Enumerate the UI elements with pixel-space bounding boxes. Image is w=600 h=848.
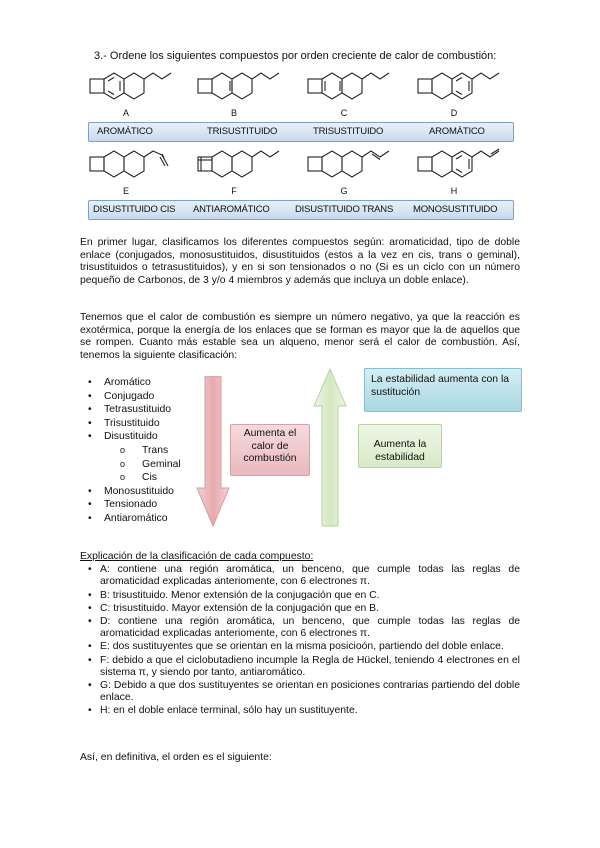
band-label: ANTIAROMÁTICO [193,204,270,215]
compound-letter: E [122,186,129,196]
explanation-item: • B: trisustituido. Menor extensión de la conjugación que en C. [80,590,520,602]
up-arrow-shape [313,368,347,528]
classification-band-row1 [88,122,514,142]
stability-increase-label: Aumenta la estabilidad [373,439,427,463]
classification-band-row2 [88,200,514,220]
compound-h-structure [414,146,514,184]
list-item: • Tensionado [88,498,181,512]
explanations-section [80,551,520,719]
list-item: • Monosustituido [88,485,181,499]
heat-increase-label: Aumenta el calor de combustión [243,428,297,465]
compound-letter: H [450,186,458,196]
list-item: • Conjugado [88,390,181,404]
explanation-item: • D: contiene una región aromática, un benceno, que cumple todas las reglas de aromaticidad explicadas anteriomente, con 6 electrones π. [80,616,520,640]
explanation-item: • F: debido a que el ciclobutadieno incumple la Regla de Hückel, teniendo 4 electrones en el sistema π, y siendo por tanto, antiaromático. [80,655,520,679]
list-item: • Antiaromático [88,512,181,526]
band-label: DISUSTITUIDO CIS [93,204,176,215]
list-item: • Trisustituido [88,417,181,431]
compound-e-structure [86,146,186,184]
compound-letter: F [231,186,237,196]
compound-letter: C [340,108,348,118]
down-arrow-shape [196,376,230,528]
compound-b-structure [194,68,294,106]
band-label: TRISUSTITUIDO [207,126,278,137]
sub-list-item: o Cis [88,471,181,485]
stability-increase-box [358,424,442,468]
band-label: DISUSTITUIDO TRANS [295,204,394,215]
compound-letter: A [122,108,129,118]
band-label: AROMÁTICO [97,126,153,137]
list-item: • Aromático [88,376,181,390]
list-item: • Tetrasustituido [88,403,181,417]
compound-letter: B [230,108,237,118]
explanation-item: • C: trisustituido. Mayor extensión de la conjugación que en B. [80,603,520,615]
band-label: AROMÁTICO [429,126,485,137]
compound-c-structure [304,68,404,106]
compound-f-structure [194,146,294,184]
list-item: • Disustituido [88,430,181,444]
conclusion-text: Así, en definitiva, el orden es el siguiente: [80,752,272,763]
compound-d-structure [414,68,514,106]
sub-list-item: o Trans [88,444,181,458]
explanation-item: • G: Debido a que dos sustituyentes se orientan en posiciones contrarias partiendo del doble enlace. [80,680,520,704]
explanation-item: • E: dos sustituyentes que se orientan en la misma posicioón, partiendo del doble enlace. [80,641,520,653]
compound-letter: D [450,108,458,118]
compound-g-structure [304,146,404,184]
heat-increase-box [230,424,310,476]
explanation-item: • H: en el doble enlace terminal, sólo hay un sustituyente. [80,705,520,717]
paragraph-heat-of-combustion: Tenemos que el calor de combustión es siempre un número negativo, ya que la reacción es exotérmica, porque la energía de los enlaces que se forman es mayor que la de aquellos que se rompen. Cuanto más estable sea un alqueno, menor será el calor de combustión. Así, tenemos la siguiente clasificación: [80,312,520,361]
sub-list-item: o Geminal [88,458,181,472]
explanations-heading: Explicación de la clasificación de cada compuesto: [80,551,314,562]
substitution-stability-label: La estabilidad aumenta con la sustitución [371,374,510,398]
band-label: TRISUSTITUIDO [313,126,384,137]
compound-letter: G [340,186,348,196]
classification-list [88,376,181,526]
compound-a-structure [86,68,186,106]
paragraph-classification-criteria: En primer lugar, clasificamos los diferentes compuestos según: aromaticidad, tipo de doble enlace (conjugados, monosustituidos, disustituidos (estos a la vez en cis, trans o geminal), trisustituidos o tetrasustituidos), y en si son tensionados o no (Si es un ciclo con un número pequeño de Carbonos, de 3 y/o 4 miembros y además que incluya un doble enlace). [80,237,520,286]
explanation-item: • A: contiene una región aromática, un benceno, que cumple todas las reglas de aromaticidad explicadas anteriomente, con 6 electrones π. [80,564,520,588]
question-title: 3.- Ordene los siguientes compuestos por orden creciente de calor de combustión: [94,50,497,62]
substitution-stability-box [364,368,522,412]
band-label: MONOSUSTITUIDO [413,204,498,215]
